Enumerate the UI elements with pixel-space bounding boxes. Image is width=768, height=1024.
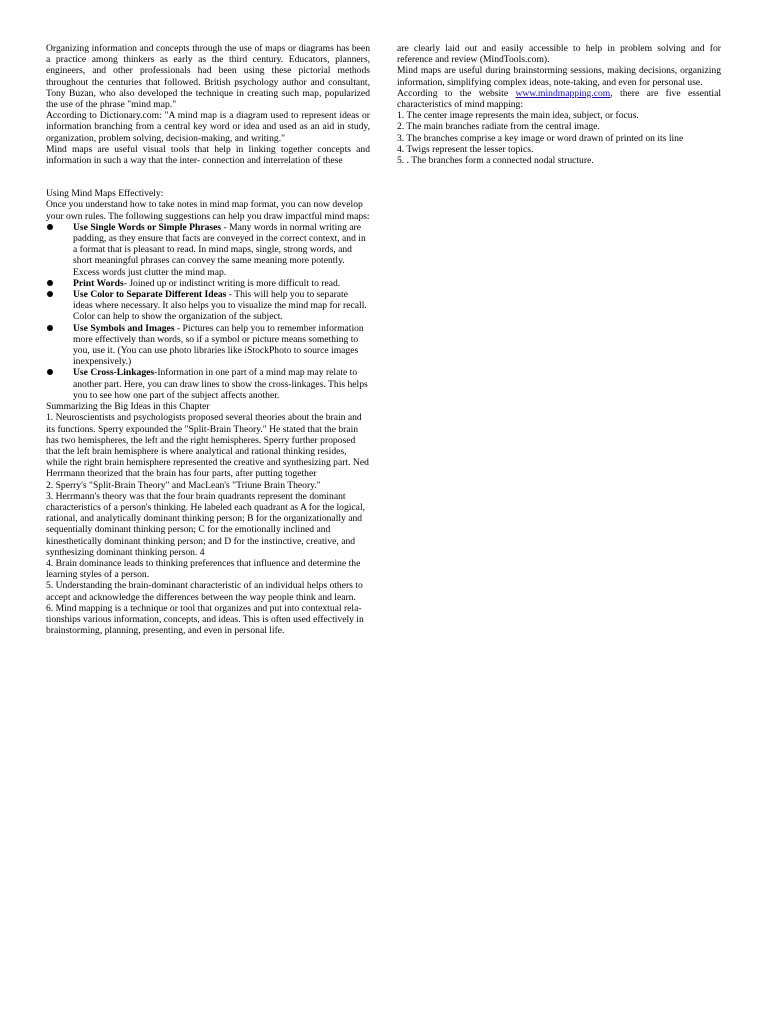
bullet-title: Use Single Words or Simple Phrases (73, 221, 222, 233)
bullet-icon (47, 291, 53, 297)
bullet-icon (47, 369, 53, 375)
mindmapping-link[interactable]: www.mindmapping.com (515, 87, 611, 99)
bullet-text: - Pictures can help you to remember information more effectively than words, so if a symbol or picture means something to you, use it. (You can use photo libraries like iStockPhoto to source images inexpensively.) (73, 322, 364, 368)
suggestion-list (46, 222, 370, 401)
bullet-text: - Many words in normal writing are padding, as they ensure that facts are conveyed in the correct context, and in a format that is pleasant to read. In mind maps, single, strong words, and short meaningful phrases can convey the same meaning more potently. Excess words just clutter the mind map. (73, 221, 366, 278)
list-item (46, 278, 370, 289)
summary-heading: Summarizing the Big Ideas in this Chapter (46, 401, 210, 413)
mind-map-usefulness: Mind maps are useful visual tools that help in linking together concepts and information in such a way that the inter- connection and interrelation of these (46, 143, 370, 167)
list-item (46, 323, 370, 368)
list-item (46, 289, 370, 323)
bullet-text: -Information in one part of a mind map may relate to another part. Here, you can draw lines to show the cross-linkages. This helps you to see how one part of the subject affects another. (73, 367, 368, 401)
bullet-title: Print Words (73, 277, 124, 289)
characteristic-item: 2. The main branches radiate from the central image. (397, 121, 600, 133)
bullet-title: Use Symbols and Images (73, 322, 175, 334)
dictionary-definition: According to Dictionary.com: "A mind map is a diagram used to represent ideas or information branching from a central key word or idea and used as an aid in study, organization, problem solving, decision-making, and writing." (46, 110, 370, 144)
bullet-title: Use Color to Separate Different Ideas (73, 289, 227, 301)
list-item (46, 222, 370, 278)
characteristic-item: 1. The center image represents the main idea, subject, or focus. (397, 110, 639, 122)
summary-item: 1. Neuroscientists and psychologists proposed several theories about the brain and its functions. Sperry expounded the "Split-Brain Theory." He stated that the brain has two hemispheres, the left and the right hemispheres. Sperry further proposed that the left brain hemisphere is where analytical and rational thinking resides, while the right brain hemisphere represented the creative and synthesizing part. Ned Herrmann theorized that the brain has four parts, after putting together (46, 412, 369, 480)
summary-item: 3. Herrmann's theory was that the four brain quadrants represent the dominant characteristics of a person's thinking. He labeled each quadrant as A for the logical, rational, and analytically dominant thinking person; B for the organizationally and sequentially dominant thinking person; C for the emotionally inclined and kinesthetically dominant thinking person; and D for the instinctive, creative, and synthesizing dominant thinking person. 4 (46, 490, 366, 558)
list-item (46, 367, 370, 401)
summary-item: 5. Understanding the brain-dominant characteristic of an individual helps others to accept and acknowledge the differences between the way people think and learn. (46, 580, 363, 603)
summary-item: 2. Sperry's "Split-Brain Theory" and MacLean's "Triune Brain Theory." (46, 479, 321, 491)
continuation-paragraph: are clearly laid out and easily accessible to help in problem solving and for reference and review (MindTools.com). (397, 43, 721, 66)
website-prefix: According to the website (397, 87, 516, 99)
summary-item: 6. Mind mapping is a technique or tool that organizes and put into contextual rela- tionships various information, concepts, and ideas. This is often used effectively in brainstorming, planning, presenting, and even in personal life. (46, 602, 364, 637)
characteristic-item: 5. . The branches form a connected nodal structure. (397, 155, 594, 167)
right-column (397, 43, 721, 166)
using-intro: Once you understand how to take notes in mind map format, you can now develop your own rules. The following suggestions can help you draw impactful mind maps: (46, 199, 370, 222)
intro-paragraph: Organizing information and concepts through the use of maps or diagrams has been a practice among thinkers as early as the third century. Educators, planners, engineers, and other professionals had been using these pictorial methods throughout the centuries that followed. British psychology author and consultant, Tony Buzan, who also developed the technique in creating such map, popularized the use of the phrase "mind map." (46, 43, 370, 111)
website-paragraph (397, 88, 721, 110)
left-column (46, 43, 370, 636)
bullet-text: - Joined up or indistinct writing is more difficult to read. (123, 277, 341, 289)
bullet-icon (47, 280, 53, 286)
website-suffix: , there are five essential characteristics of mind mapping: (397, 87, 721, 111)
uses-paragraph: Mind maps are useful during brainstorming sessions, making decisions, organizing information, simplifying complex ideas, note-taking, and even for personal use. (397, 65, 721, 88)
characteristic-item: 4. Twigs represent the lesser topics. (397, 143, 534, 155)
bullet-title: Use Cross-Linkages (73, 367, 155, 379)
summary-item: 4. Brain dominance leads to thinking preferences that influence and determine the learning styles of a person. (46, 557, 361, 581)
characteristic-item: 3. The branches comprise a key image or word drawn of printed on its line (397, 132, 684, 144)
bullet-text: - This will help you to separate ideas where necessary. It also helps you to visualize the mind map for recall. Color can help to show the organization of the subject. (73, 289, 367, 323)
bullet-icon (47, 325, 53, 331)
using-heading: Using Mind Maps Effectively: (46, 188, 164, 200)
bullet-icon (47, 224, 53, 230)
